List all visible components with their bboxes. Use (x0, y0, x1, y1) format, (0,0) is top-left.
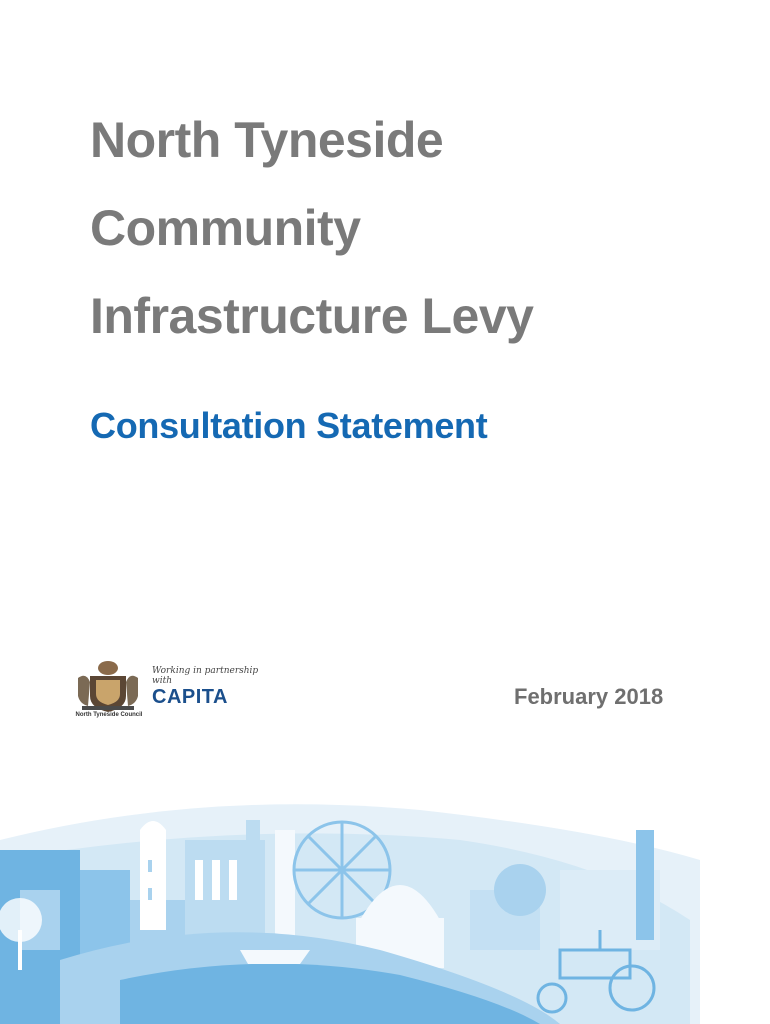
logo-group (68, 656, 268, 726)
title-line-3: Infrastructure Levy (90, 288, 534, 344)
partner-tagline: Working in partnership with (152, 666, 259, 686)
title-line-2: Community (90, 200, 361, 256)
document-date: February 2018 (514, 684, 664, 709)
document-subtitle: Consultation Statement (90, 405, 488, 446)
partner-name: CAPITA (152, 686, 228, 708)
document-title (90, 96, 730, 360)
partner-logo (152, 666, 262, 709)
skyline-illustration (0, 800, 770, 1024)
title-line-1: North Tyneside (90, 112, 444, 168)
council-caption: North Tyneside Council (75, 712, 143, 718)
